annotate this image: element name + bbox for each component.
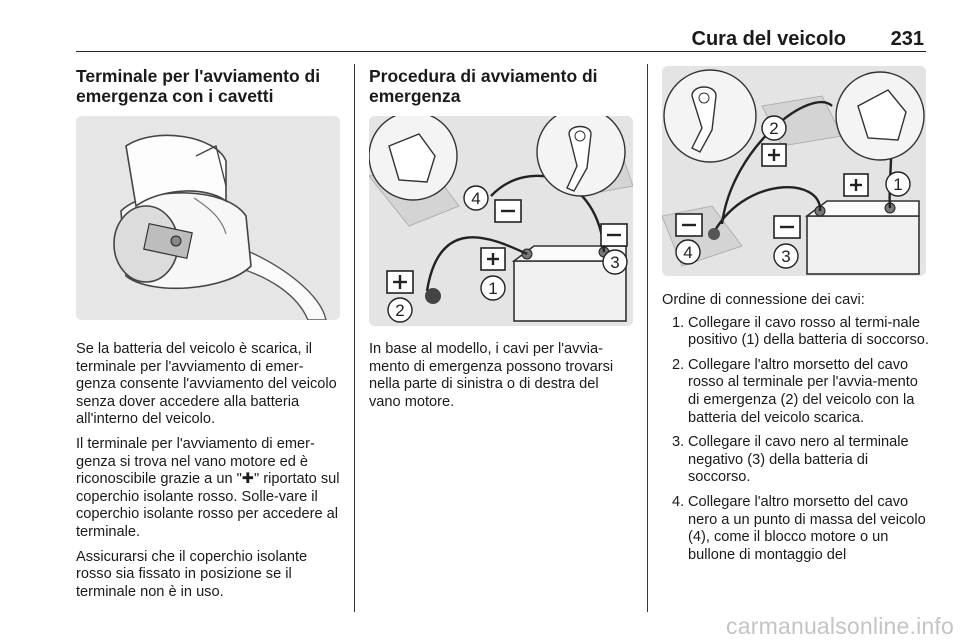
section-heading: Procedura di avviamento di emergenza <box>369 66 598 106</box>
step-number: 1. <box>672 314 685 331</box>
terminal-cover-drawing <box>76 116 340 320</box>
list-item <box>662 357 930 427</box>
figure-label-2: 2 <box>395 301 405 320</box>
section-title: Cura del veicolo <box>691 28 846 50</box>
figure-label-4: 4 <box>683 243 693 262</box>
column-divider <box>647 64 648 612</box>
step-text: Collegare l'altro morsetto del cavo nero a un punto di massa del veicolo (4), come il blocco motore o un bullone di montaggio del <box>688 493 926 563</box>
section-heading: Terminale per l'avviamento di emergenza con i cavetti <box>76 66 321 106</box>
engine-bay-drawing <box>369 116 633 326</box>
list-item <box>662 315 930 350</box>
terminal-illustration <box>76 116 340 320</box>
list-item <box>662 434 930 487</box>
paragraph: In base al modello, i cavi per l'avvia-mento di emergenza possono trovarsi nella parte di sinistra o di destra del vano motore. <box>369 341 614 410</box>
paragraph: Assicurarsi che il coperchio isolante rosso sia fissato in posizione se il terminale non è in uso. <box>76 548 308 600</box>
column-2 <box>369 66 633 106</box>
jump-start-illustration-left <box>369 116 633 326</box>
column-2-body <box>369 341 633 418</box>
figure-label-2: 2 <box>769 119 779 138</box>
column-1 <box>76 66 340 106</box>
jump-start-illustration-right <box>662 66 926 276</box>
column-divider <box>354 64 355 612</box>
step-text: Collegare il cavo nero al terminale negativo (3) della batteria di soccorso. <box>688 434 909 486</box>
list-intro: Ordine di connessione dei cavi: <box>662 292 865 308</box>
step-text: Collegare l'altro morsetto del cavo rosso al terminale per l'avvia-mento di emergenza (2) del veicolo con la batteria del veicolo scarica. <box>688 356 918 426</box>
step-number: 2. <box>672 356 685 373</box>
page-header <box>76 26 926 52</box>
column-3-body <box>662 292 930 571</box>
step-text: Collegare il cavo rosso al termi-nale positivo (1) della batteria di soccorso. <box>688 314 929 349</box>
watermark: carmanualsonline.info <box>726 613 954 639</box>
engine-bay-drawing <box>662 66 926 276</box>
figure-label-1: 1 <box>488 279 498 298</box>
step-number: 3. <box>672 434 685 451</box>
figure-label-3: 3 <box>781 247 791 266</box>
page-number: 231 <box>890 28 924 50</box>
figure-label-1: 1 <box>893 175 903 194</box>
figure-label-4: 4 <box>471 189 481 208</box>
paragraph: Il terminale per l'avviamento di emer-genza si trova nel vano motore ed è riconoscibile grazie a un "✚" riportato sul coperchio isolante rosso. Solle-vare il coperchio isolante rosso per accedere al terminale. <box>76 435 340 540</box>
list-item <box>662 494 930 564</box>
paragraph: Se la batteria del veicolo è scarica, il terminale per l'avviamento di emer-genza consente l'avviamento del veicolo senza dover accedere alla batteria all'interno del veicolo. <box>76 341 337 428</box>
figure-label-3: 3 <box>610 253 620 272</box>
column-1-body <box>76 341 340 608</box>
connection-steps <box>662 315 930 565</box>
step-number: 4. <box>672 493 685 510</box>
